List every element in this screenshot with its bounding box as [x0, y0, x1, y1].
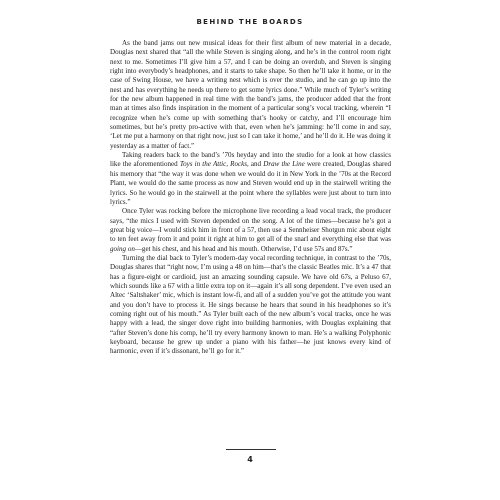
album-title: Draw the Line	[263, 160, 305, 169]
text-run: were created, Douglas shared his memory that “the way it was done when we would do it in New York in the ’70s at the Record Plant, we would do the same process as now and Steven would end up in the stairwell writing the lyrics. So he would go in the stairwell at the point where the syllables were just about to turn into lyrics.”	[110, 160, 392, 206]
paragraph	[110, 207, 391, 254]
emphasis: going on	[110, 244, 135, 253]
album-titles: Toys in the Attic, Rocks,	[179, 160, 249, 169]
text-run: and	[248, 160, 264, 169]
text-run: Turning the dial back to Tyler’s modern-day vocal recording technique, in contrast to the ’70s, Douglas shares that “right now, I’m using a 48 on him—that’s the classic Beatles mic. It’s a 47 that has a figure-eight or cardioid, just an amazing sounding capsule. We have old 67s, a Peluso 67, which sounds like a 67 with a little extra top on it—again it’s all song dependent. I’ve even used an Altec ‘Saltshaker’ mic, which is instant low-fi, and all of a sudden you’ve got the attitude you want and you don’t have to process it. He sings because he hears that sound in his headphones so it’s coming right out of his mouth.” As Tyler built each of the new album’s vocal tracks, once he was happy with a lead, the singer dove right into building harmonies, with Douglas explaining that “after Steven’s done his comp, he’ll try every harmony known to man. He’s a walking Polyphonic keyboard, because he grew up under a piano with his father—he just knows every kind of harmonic, even if it’s dissonant, he’ll go for it.”	[110, 253, 391, 356]
text-run: —get his chest, and his head and his mouth. Otherwise, I’d use 57s and 87s.”	[134, 244, 353, 253]
paragraph	[110, 39, 391, 151]
running-head: BEHIND THE BOARDS	[196, 18, 304, 26]
text-run: Once Tyler was rocking before the microphone live recording a lead vocal track, the producer says, “the mics I used with Steven depended on the song. A lot of the times—because he’s got a great big voice—I would stick him in front of a 57, then use a Sennheiser Shotgun mic about eight to ten feet away from it and point it right at him to get all of the snarl and everything else that was	[110, 207, 391, 244]
text-run: As the band jams out new musical ideas for their first album of new material in a decade, Douglas next shared that “all the while Steven is singing along, and he’s in the control room right next to me. Sometimes I’ll give him a 57, and I can be doing an overdub, and Steven is singing right into everybody’s headphones, and it starts to take shape. So then he’ll take it home, or in the case of Swing House, we have a writing nest which is over the studio, and he can go up into the nest and has everything he needs up there to get some lyrics done.” While much of Tyler’s writing for the new album happened in real time with the band’s jams, the producer added that the front man at times also finds inspiration in the moment of a particular song’s vocal tracking, wherein “I recognize when he’s come up with something that’s hooky or catchy, and I’ll encourage him sometimes, but he’s pretty pro-active with that, even when he’s jamming: he’ll come in and say, ‘Let me put a harmony on that right now, just so I can take it home,’ and he’ll do it. He was doing it yesterday as a matter of fact.”	[110, 39, 391, 150]
text-run: Taking readers back to the band’s ’70s heyday and into the studio for a look at how classics like the aforementioned	[110, 151, 391, 169]
paragraph	[110, 151, 391, 207]
body-text	[110, 39, 391, 357]
paragraph	[110, 254, 391, 357]
footer-rule	[226, 449, 276, 450]
page-number: 4	[247, 455, 253, 464]
